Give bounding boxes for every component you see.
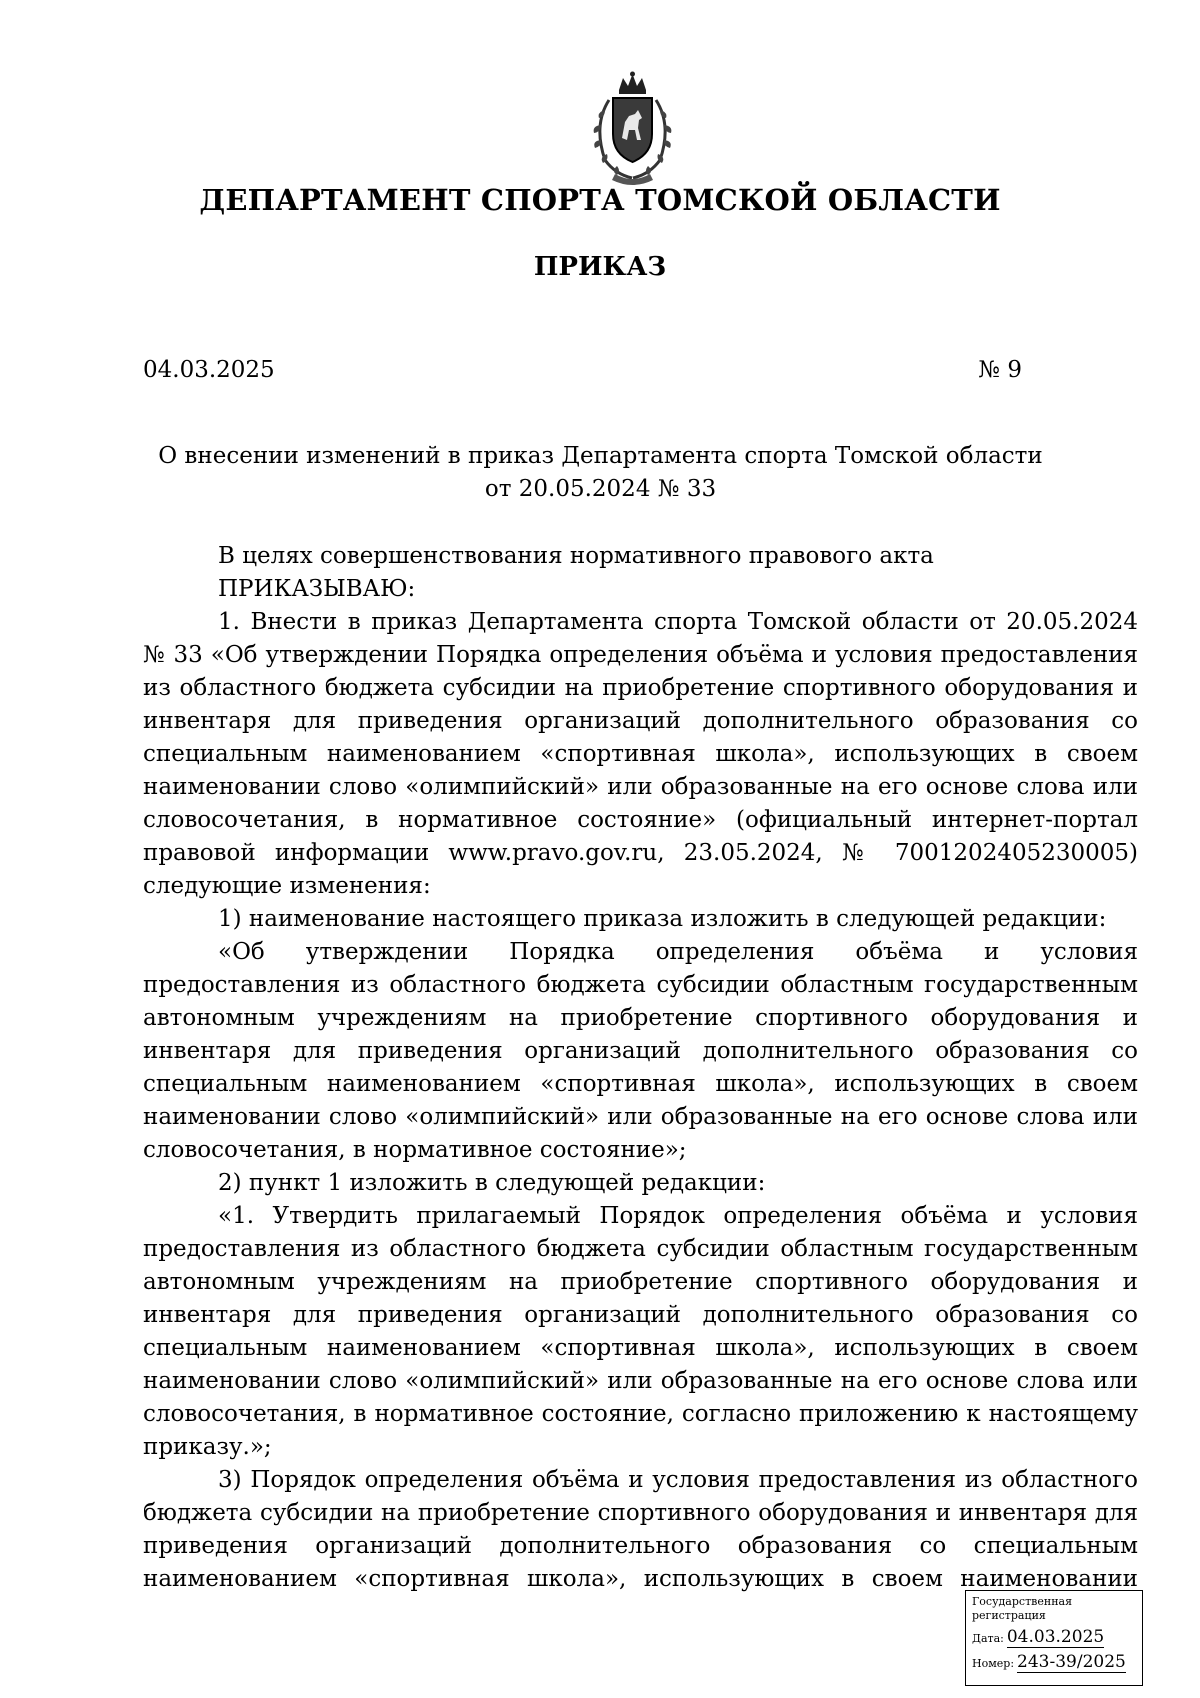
paragraph-new-item-1: «1. Утвердить прилагаемый Порядок определения объёма и условия предоставления из областного бюджета субсидии областным государственным автономным учреждениям на приобретение спортивного оборудования и инвентаря для приведения организаций дополнительного образования со специальным наименованием «спортивная школа», использующих в своем наименовании слово «олимпийский» или образованные на его основе слова или словосочетания, в нормативное состояние, согласно приложению к настоящему приказу.»; [143, 1203, 1138, 1460]
registration-date-value: 04.03.2025 [1006, 1627, 1105, 1647]
document-subject [143, 440, 1058, 506]
registration-date-label: Дата: [972, 1632, 1004, 1645]
registration-number-row [972, 1652, 1136, 1673]
paragraph-subitem-1: 1) наименование настоящего приказа изложить в следующей редакции: [218, 906, 1107, 932]
document-number: № 9 [978, 357, 1022, 383]
paragraph-subitem-2: 2) пункт 1 изложить в следующей редакции: [218, 1170, 766, 1196]
subject-line-2: от 20.05.2024 № 33 [484, 476, 717, 502]
coat-of-arms-icon [575, 70, 690, 188]
document-date: 04.03.2025 [143, 357, 275, 383]
registration-title: Государственная регистрация [972, 1595, 1073, 1622]
registration-date-row [972, 1627, 1136, 1648]
document-type: ПРИКАЗ [533, 252, 667, 282]
paragraph-order-word: ПРИКАЗЫВАЮ: [218, 576, 416, 602]
subject-line-1: О внесении изменений в приказ Департамента спорта Томской области [158, 443, 1043, 469]
paragraph-purpose: В целях совершенствования нормативного правового акта [218, 543, 934, 569]
registration-number-label: Номер: [972, 1657, 1015, 1670]
paragraph-subitem-3: 3) Порядок определения объёма и условия предоставления из областного бюджета субсидии на приобретение спортивного оборудования и инвентаря для приведения организаций дополнительного образования со специальным наименованием «спортивная школа», использующих в своем наименовании [143, 1467, 1138, 1592]
department-title: ДЕПАРТАМЕНТ СПОРТА ТОМСКОЙ ОБЛАСТИ [199, 183, 1001, 217]
paragraph-new-title: «Об утверждении Порядка определения объёма и условия предоставления из областного бюджета субсидии областным государственным автономным учреждениям на приобретение спортивного оборудования и инвентаря для приведения организаций дополнительного образования со специальным наименованием «спортивная школа», использующих в своем наименовании слово «олимпийский» или образованные на его основе слова или словосочетания, в нормативное состояние»; [143, 939, 1138, 1163]
registration-number-value: 243-39/2025 [1017, 1652, 1126, 1672]
registration-stamp [965, 1590, 1143, 1686]
document-body [143, 540, 1138, 1596]
paragraph-item-1: 1. Внести в приказ Департамента спорта Томской области от 20.05.2024 № 33 «Об утверждении Порядка определения объёма и условия предоставления из областного бюджета субсидии на приобретение спортивного оборудования и инвентаря для приведения организаций дополнительного образования со специальным наименованием «спортивная школа», использующих в своем наименовании слово «олимпийский» или образованные на его основе слова или словосочетания, в нормативное состояние» (официальный интернет-портал правовой информации www.pravo.gov.ru, 23.05.2024, № 7001202405230005) следующие изменения: [143, 609, 1138, 899]
